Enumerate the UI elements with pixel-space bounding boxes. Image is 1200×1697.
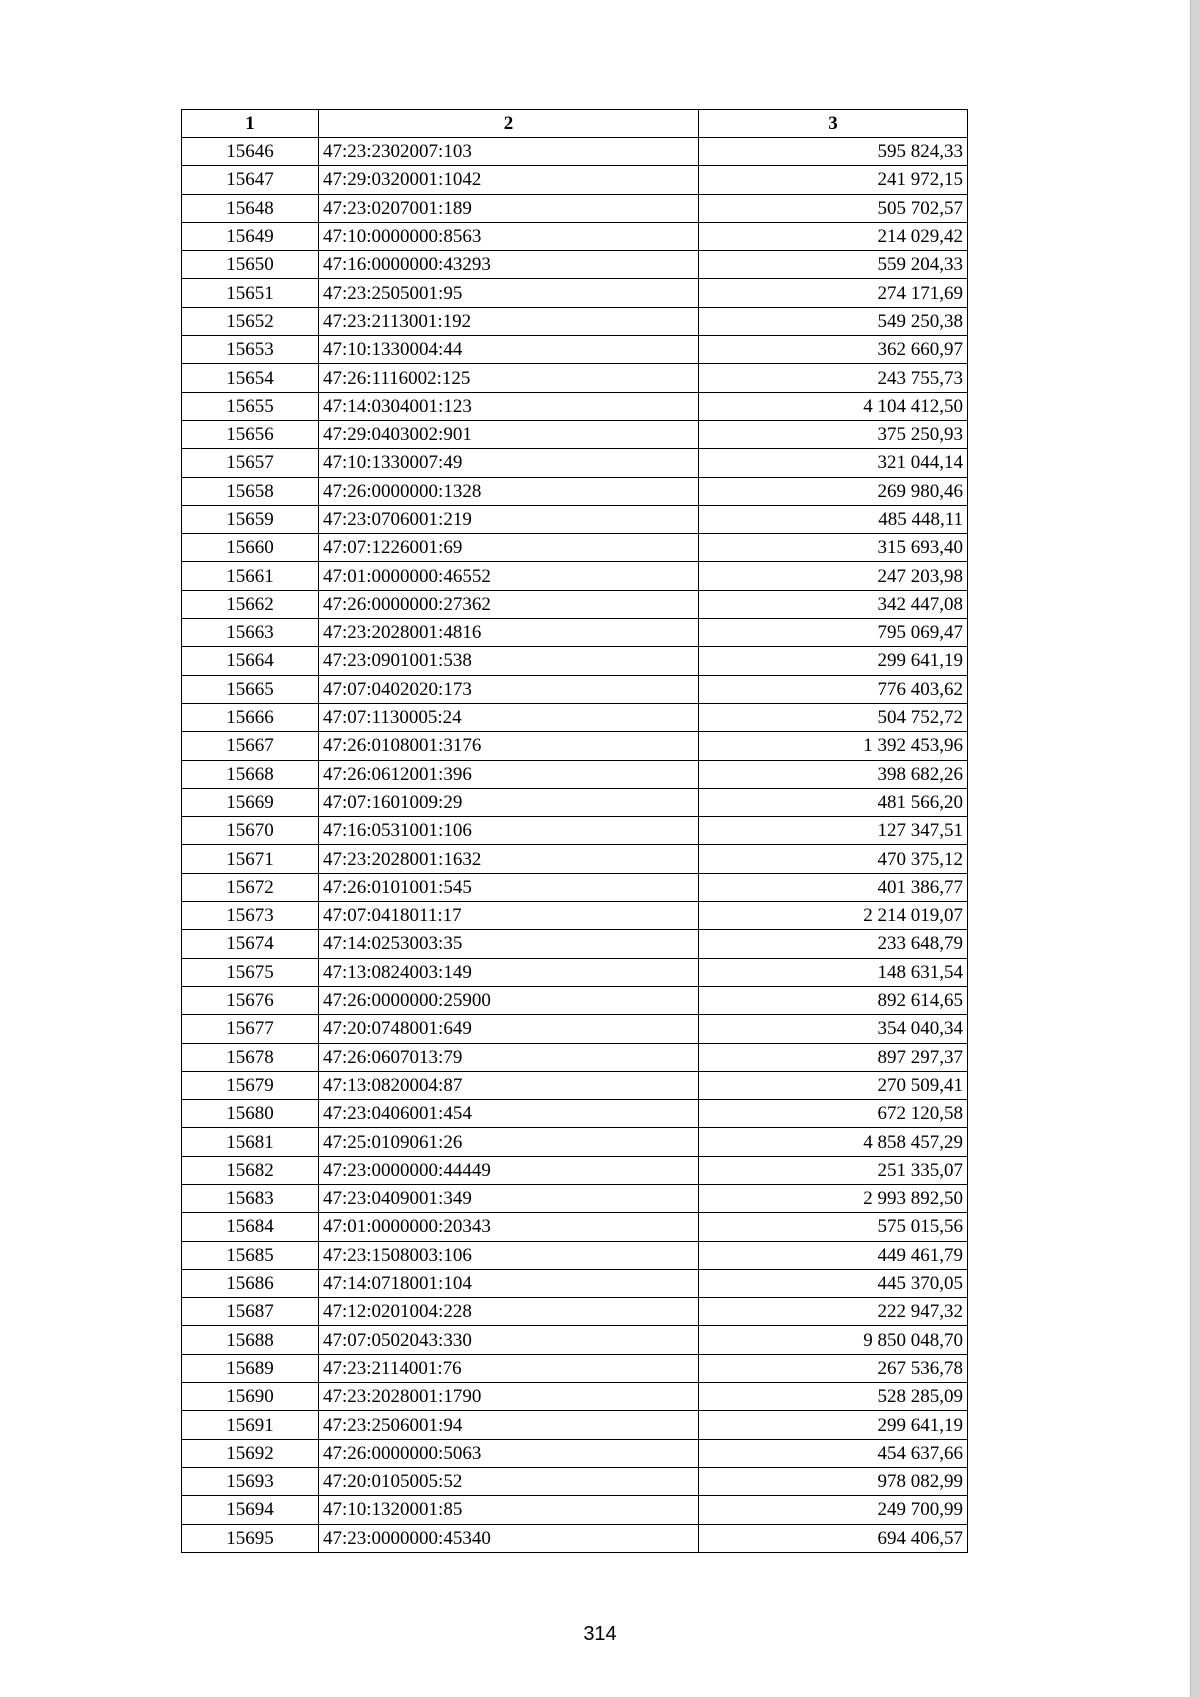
value-cell: 776 403,62 <box>699 675 968 703</box>
cadastral-number-cell: 47:14:0253003:35 <box>319 930 699 958</box>
value-cell: 2 993 892,50 <box>699 1184 968 1212</box>
value-cell: 148 631,54 <box>699 958 968 986</box>
value-cell: 233 648,79 <box>699 930 968 958</box>
row-number-cell: 15656 <box>182 420 319 448</box>
value-cell: 9 850 048,70 <box>699 1326 968 1354</box>
row-number-cell: 15695 <box>182 1524 319 1552</box>
row-number-cell: 15681 <box>182 1128 319 1156</box>
row-number-cell: 15661 <box>182 562 319 590</box>
row-number-cell: 15690 <box>182 1383 319 1411</box>
table-row <box>182 703 968 731</box>
cadastral-number-cell: 47:23:2505001:95 <box>319 279 699 307</box>
cadastral-number-cell: 47:07:1226001:69 <box>319 534 699 562</box>
row-number-cell: 15667 <box>182 732 319 760</box>
cadastral-number-cell: 47:01:0000000:20343 <box>319 1213 699 1241</box>
page-number: 314 <box>583 1623 617 1645</box>
value-cell: 4 858 457,29 <box>699 1128 968 1156</box>
cadastral-number-cell: 47:23:1508003:106 <box>319 1241 699 1269</box>
table-row <box>182 845 968 873</box>
cadastral-number-cell: 47:23:0000000:44449 <box>319 1156 699 1184</box>
cadastral-number-cell: 47:26:0101001:545 <box>319 873 699 901</box>
table-row <box>182 1128 968 1156</box>
row-number-cell: 15648 <box>182 194 319 222</box>
row-number-cell: 15687 <box>182 1298 319 1326</box>
cadastral-number-cell: 47:16:0000000:43293 <box>319 251 699 279</box>
cadastral-number-cell: 47:23:2028001:1632 <box>319 845 699 873</box>
table-row <box>182 1213 968 1241</box>
value-cell: 505 702,57 <box>699 194 968 222</box>
value-cell: 127 347,51 <box>699 817 968 845</box>
value-cell: 4 104 412,50 <box>699 392 968 420</box>
cadastral-number-cell: 47:26:0000000:27362 <box>319 590 699 618</box>
cadastral-number-cell: 47:13:0824003:149 <box>319 958 699 986</box>
cadastral-number-cell: 47:14:0304001:123 <box>319 392 699 420</box>
table-row <box>182 307 968 335</box>
row-number-cell: 15680 <box>182 1100 319 1128</box>
value-cell: 449 461,79 <box>699 1241 968 1269</box>
cadastral-number-cell: 47:10:0000000:8563 <box>319 222 699 250</box>
column-header-3: 3 <box>699 110 968 138</box>
cadastral-number-cell: 47:29:0320001:1042 <box>319 166 699 194</box>
row-number-cell: 15646 <box>182 138 319 166</box>
value-cell: 321 044,14 <box>699 449 968 477</box>
table-row <box>182 505 968 533</box>
value-cell: 445 370,05 <box>699 1269 968 1297</box>
table-row <box>182 1298 968 1326</box>
value-cell: 549 250,38 <box>699 307 968 335</box>
value-cell: 575 015,56 <box>699 1213 968 1241</box>
data-table <box>181 109 968 1553</box>
row-number-cell: 15665 <box>182 675 319 703</box>
cadastral-number-cell: 47:29:0403002:901 <box>319 420 699 448</box>
row-number-cell: 15689 <box>182 1354 319 1382</box>
table-row <box>182 1496 968 1524</box>
table-row <box>182 647 968 675</box>
cadastral-number-cell: 47:26:0108001:3176 <box>319 732 699 760</box>
value-cell: 672 120,58 <box>699 1100 968 1128</box>
table-row <box>182 138 968 166</box>
table-row <box>182 449 968 477</box>
table-row <box>182 732 968 760</box>
table-row <box>182 222 968 250</box>
value-cell: 299 641,19 <box>699 1411 968 1439</box>
row-number-cell: 15683 <box>182 1184 319 1212</box>
cadastral-number-cell: 47:13:0820004:87 <box>319 1071 699 1099</box>
column-header-2: 2 <box>319 110 699 138</box>
value-cell: 222 947,32 <box>699 1298 968 1326</box>
row-number-cell: 15669 <box>182 788 319 816</box>
table-row <box>182 1411 968 1439</box>
cadastral-number-cell: 47:23:0901001:538 <box>319 647 699 675</box>
document-sheet <box>181 109 967 1553</box>
row-number-cell: 15678 <box>182 1043 319 1071</box>
table-row <box>182 1467 968 1495</box>
table-row <box>182 1071 968 1099</box>
cadastral-number-cell: 47:23:2302007:103 <box>319 138 699 166</box>
table-row <box>182 279 968 307</box>
table-row <box>182 1100 968 1128</box>
cadastral-number-cell: 47:23:2114001:76 <box>319 1354 699 1382</box>
value-cell: 342 447,08 <box>699 590 968 618</box>
row-number-cell: 15684 <box>182 1213 319 1241</box>
value-cell: 504 752,72 <box>699 703 968 731</box>
value-cell: 454 637,66 <box>699 1439 968 1467</box>
row-number-cell: 15653 <box>182 336 319 364</box>
row-number-cell: 15657 <box>182 449 319 477</box>
row-number-cell: 15677 <box>182 1015 319 1043</box>
value-cell: 595 824,33 <box>699 138 968 166</box>
cadastral-number-cell: 47:23:2028001:4816 <box>319 619 699 647</box>
value-cell: 269 980,46 <box>699 477 968 505</box>
row-number-cell: 15649 <box>182 222 319 250</box>
value-cell: 267 536,78 <box>699 1354 968 1382</box>
row-number-cell: 15676 <box>182 986 319 1014</box>
row-number-cell: 15662 <box>182 590 319 618</box>
row-number-cell: 15658 <box>182 477 319 505</box>
row-number-cell: 15688 <box>182 1326 319 1354</box>
table-row <box>182 1439 968 1467</box>
cadastral-number-cell: 47:07:1601009:29 <box>319 788 699 816</box>
cadastral-number-cell: 47:26:0607013:79 <box>319 1043 699 1071</box>
column-header-1: 1 <box>182 110 319 138</box>
row-number-cell: 15668 <box>182 760 319 788</box>
table-row <box>182 788 968 816</box>
table-body <box>182 138 968 1553</box>
value-cell: 362 660,97 <box>699 336 968 364</box>
table-row <box>182 364 968 392</box>
table-row <box>182 1269 968 1297</box>
row-number-cell: 15679 <box>182 1071 319 1099</box>
row-number-cell: 15672 <box>182 873 319 901</box>
table-row <box>182 1383 968 1411</box>
cadastral-number-cell: 47:10:1330004:44 <box>319 336 699 364</box>
table-row <box>182 1184 968 1212</box>
cadastral-number-cell: 47:26:0000000:1328 <box>319 477 699 505</box>
value-cell: 243 755,73 <box>699 364 968 392</box>
table-row <box>182 534 968 562</box>
table-row <box>182 1043 968 1071</box>
cadastral-number-cell: 47:23:2028001:1790 <box>319 1383 699 1411</box>
cadastral-number-cell: 47:23:0406001:454 <box>319 1100 699 1128</box>
cadastral-number-cell: 47:23:0000000:45340 <box>319 1524 699 1552</box>
cadastral-number-cell: 47:26:0612001:396 <box>319 760 699 788</box>
row-number-cell: 15694 <box>182 1496 319 1524</box>
value-cell: 249 700,99 <box>699 1496 968 1524</box>
table-row <box>182 958 968 986</box>
value-cell: 892 614,65 <box>699 986 968 1014</box>
table-row <box>182 1241 968 1269</box>
table-row <box>182 590 968 618</box>
row-number-cell: 15660 <box>182 534 319 562</box>
value-cell: 2 214 019,07 <box>699 902 968 930</box>
cadastral-number-cell: 47:23:0706001:219 <box>319 505 699 533</box>
row-number-cell: 15670 <box>182 817 319 845</box>
table-row <box>182 166 968 194</box>
row-number-cell: 15673 <box>182 902 319 930</box>
value-cell: 528 285,09 <box>699 1383 968 1411</box>
row-number-cell: 15652 <box>182 307 319 335</box>
row-number-cell: 15675 <box>182 958 319 986</box>
row-number-cell: 15664 <box>182 647 319 675</box>
cadastral-number-cell: 47:10:1320001:85 <box>319 1496 699 1524</box>
table-row <box>182 817 968 845</box>
value-cell: 315 693,40 <box>699 534 968 562</box>
value-cell: 214 029,42 <box>699 222 968 250</box>
table-row <box>182 194 968 222</box>
value-cell: 1 392 453,96 <box>699 732 968 760</box>
row-number-cell: 15655 <box>182 392 319 420</box>
table-row <box>182 251 968 279</box>
value-cell: 470 375,12 <box>699 845 968 873</box>
table-header-row <box>182 110 968 138</box>
table-row <box>182 1354 968 1382</box>
row-number-cell: 15686 <box>182 1269 319 1297</box>
row-number-cell: 15692 <box>182 1439 319 1467</box>
value-cell: 251 335,07 <box>699 1156 968 1184</box>
cadastral-number-cell: 47:23:2506001:94 <box>319 1411 699 1439</box>
value-cell: 241 972,15 <box>699 166 968 194</box>
table-row <box>182 619 968 647</box>
row-number-cell: 15674 <box>182 930 319 958</box>
table-row <box>182 902 968 930</box>
cadastral-number-cell: 47:23:0207001:189 <box>319 194 699 222</box>
table-row <box>182 336 968 364</box>
row-number-cell: 15650 <box>182 251 319 279</box>
cadastral-number-cell: 47:26:0000000:25900 <box>319 986 699 1014</box>
row-number-cell: 15663 <box>182 619 319 647</box>
row-number-cell: 15659 <box>182 505 319 533</box>
table-row <box>182 420 968 448</box>
row-number-cell: 15666 <box>182 703 319 731</box>
table-header <box>182 110 968 138</box>
value-cell: 481 566,20 <box>699 788 968 816</box>
cadastral-number-cell: 47:23:2113001:192 <box>319 307 699 335</box>
row-number-cell: 15651 <box>182 279 319 307</box>
row-number-cell: 15671 <box>182 845 319 873</box>
cadastral-number-cell: 47:26:0000000:5063 <box>319 1439 699 1467</box>
row-number-cell: 15647 <box>182 166 319 194</box>
table-row <box>182 760 968 788</box>
cadastral-number-cell: 47:12:0201004:228 <box>319 1298 699 1326</box>
cadastral-number-cell: 47:07:1130005:24 <box>319 703 699 731</box>
cadastral-number-cell: 47:01:0000000:46552 <box>319 562 699 590</box>
value-cell: 270 509,41 <box>699 1071 968 1099</box>
value-cell: 247 203,98 <box>699 562 968 590</box>
table-row <box>182 1326 968 1354</box>
row-number-cell: 15682 <box>182 1156 319 1184</box>
table-row <box>182 986 968 1014</box>
row-number-cell: 15654 <box>182 364 319 392</box>
value-cell: 485 448,11 <box>699 505 968 533</box>
table-row <box>182 873 968 901</box>
table-row <box>182 1015 968 1043</box>
cadastral-number-cell: 47:07:0502043:330 <box>319 1326 699 1354</box>
table-row <box>182 562 968 590</box>
value-cell: 354 040,34 <box>699 1015 968 1043</box>
value-cell: 795 069,47 <box>699 619 968 647</box>
cadastral-number-cell: 47:07:0418011:17 <box>319 902 699 930</box>
cadastral-number-cell: 47:25:0109061:26 <box>319 1128 699 1156</box>
value-cell: 398 682,26 <box>699 760 968 788</box>
row-number-cell: 15693 <box>182 1467 319 1495</box>
cadastral-number-cell: 47:26:1116002:125 <box>319 364 699 392</box>
value-cell: 401 386,77 <box>699 873 968 901</box>
cadastral-number-cell: 47:10:1330007:49 <box>319 449 699 477</box>
cadastral-number-cell: 47:07:0402020:173 <box>319 675 699 703</box>
table-row <box>182 675 968 703</box>
table-row <box>182 1156 968 1184</box>
value-cell: 299 641,19 <box>699 647 968 675</box>
cadastral-number-cell: 47:16:0531001:106 <box>319 817 699 845</box>
value-cell: 978 082,99 <box>699 1467 968 1495</box>
value-cell: 897 297,37 <box>699 1043 968 1071</box>
value-cell: 694 406,57 <box>699 1524 968 1552</box>
cadastral-number-cell: 47:20:0105005:52 <box>319 1467 699 1495</box>
page-edge <box>1190 0 1200 1697</box>
table-row <box>182 392 968 420</box>
cadastral-number-cell: 47:14:0718001:104 <box>319 1269 699 1297</box>
value-cell: 559 204,33 <box>699 251 968 279</box>
cadastral-number-cell: 47:20:0748001:649 <box>319 1015 699 1043</box>
table-row <box>182 1524 968 1552</box>
value-cell: 274 171,69 <box>699 279 968 307</box>
row-number-cell: 15685 <box>182 1241 319 1269</box>
table-row <box>182 477 968 505</box>
cadastral-number-cell: 47:23:0409001:349 <box>319 1184 699 1212</box>
row-number-cell: 15691 <box>182 1411 319 1439</box>
value-cell: 375 250,93 <box>699 420 968 448</box>
table-row <box>182 930 968 958</box>
